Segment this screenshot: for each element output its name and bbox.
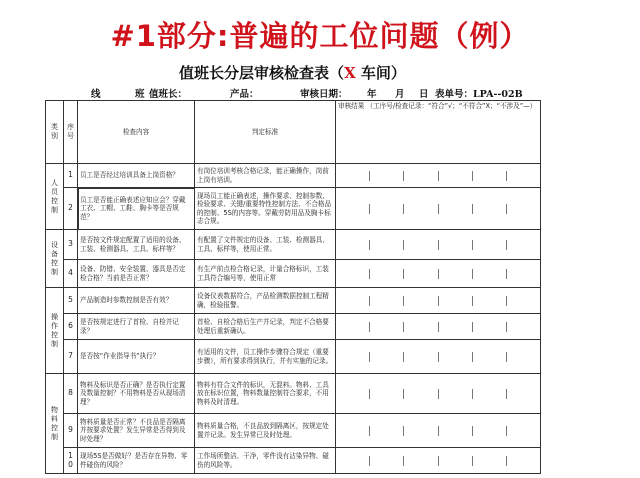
table-row	[46, 448, 541, 474]
month-label: 月	[395, 89, 405, 100]
table-header-row	[46, 101, 541, 164]
table-row	[46, 188, 541, 230]
form-title-pre: 值班长分层审核检查表（	[179, 64, 345, 82]
content-cell: 设备、防错、安全装置、器具是否定检合格？当前是否正常？	[78, 260, 195, 288]
table-row	[46, 230, 541, 260]
seq-cell: 4	[64, 260, 78, 288]
form-number: 表单号：LPA--02B	[435, 89, 523, 100]
content-cell: 是否按规定进行了首检、自检并记录？	[78, 314, 195, 340]
table-row	[46, 260, 541, 288]
result-cell[interactable]	[336, 288, 541, 314]
result-cell[interactable]	[336, 414, 541, 448]
standard-cell: 物料质量合格，不良品放到隔离区，按规定处置并记录。发生异常已及时处理。	[195, 414, 336, 448]
standard-cell: 工作场所整洁、干净，零件没有沾染异物、碰伤的风险等。	[195, 448, 336, 474]
day-label: 日	[419, 89, 429, 100]
content-cell: 员工是否能正确表述应知应会？穿戴工衣、工帽、工鞋、胸卡等是否规范？	[78, 188, 195, 230]
content-cell: 物料及标识是否正确？是否执行定置及数量控制？不用物料是否从现场清理？	[78, 374, 195, 414]
table-row	[46, 288, 541, 314]
standard-cell: 有适用的文件，员工操作步骤符合规定（重要步骤），所有要求得到执行，并有实施的记录。	[195, 340, 336, 374]
seq-cell: 8	[64, 374, 78, 414]
slide-title: #1部分:普遍的工位问题（例）	[110, 19, 530, 53]
form-title-post: 车间）	[355, 64, 406, 82]
checklist-table	[45, 100, 541, 474]
seq-cell: 1	[64, 164, 78, 188]
content-cell: 产品制造时参数控制是否有效？	[78, 288, 195, 314]
table-row	[46, 314, 541, 340]
content-cell: 现场5S是否做好？是否存在异物、零件碰伤的风险？	[78, 448, 195, 474]
result-cell[interactable]	[336, 164, 541, 188]
line-label: 线	[91, 89, 101, 100]
standard-cell: 有生产前点检合格记录，计量合格标识，工装工具符合编号等，使用正常	[195, 260, 336, 288]
seq-cell: 5	[64, 288, 78, 314]
product-label: 产品：	[230, 89, 259, 100]
category-cell: 人员控制	[46, 164, 64, 230]
header-seq: 序号	[64, 101, 78, 164]
result-cell[interactable]	[336, 230, 541, 260]
header-category: 类别	[46, 101, 64, 164]
form-header-line	[45, 84, 540, 100]
standard-cell: 首检、自检合格后生产并记录，判定不合格要处理后重新确认。	[195, 314, 336, 340]
content-cell: 是否按文件规定配置了适用的设备、工装、检测器具、工具、标样等？	[78, 230, 195, 260]
result-cell[interactable]	[336, 340, 541, 374]
year-label: 年	[367, 89, 377, 100]
form-title	[45, 62, 540, 84]
seq-cell: 10	[64, 448, 78, 474]
seq-cell: 9	[64, 414, 78, 448]
category-cell: 操作控制	[46, 288, 64, 374]
workshop-placeholder: X	[344, 64, 356, 82]
category-cell: 设备控制	[46, 230, 64, 288]
result-cell[interactable]	[336, 374, 541, 414]
content-cell: 物料质量是否正常？不良品是否隔离并按要求处置？发生异常是否得到及时处理？	[78, 414, 195, 448]
header-result: 审核结果 （工序号/检查记录：“符合”√；“不符合”X；“不涉及”—）	[336, 101, 541, 164]
result-cell[interactable]	[336, 260, 541, 288]
result-cell[interactable]	[336, 448, 541, 474]
shift-leader-label: 值班长：	[149, 89, 188, 100]
seq-cell: 2	[64, 188, 78, 230]
table-row	[46, 164, 541, 188]
standard-cell: 设备仪表数据符合，产品检测数据控制工程精确，检验报警。	[195, 288, 336, 314]
shift-label: 班	[135, 89, 145, 100]
result-cell[interactable]	[336, 188, 541, 230]
category-cell: 物料控制	[46, 374, 64, 474]
content-cell: 员工是否经过培训具备上岗资格？	[78, 164, 195, 188]
seq-cell: 6	[64, 314, 78, 340]
standard-cell: 现场员工能正确表述，操作要求、控制参数、检验要求、关键/重要特性控制方法、不合格品的控制、5S的内容等。穿戴劳防用品及胸卡标志合规。	[195, 188, 336, 230]
table-row	[46, 414, 541, 448]
result-cell[interactable]	[336, 314, 541, 340]
table-row	[46, 340, 541, 374]
audit-form	[45, 62, 540, 474]
header-content: 检查内容	[78, 101, 195, 164]
standard-cell: 物料有符合文件的标识，无混料。物料、工具放在标识位置，物料数量控制符合要求，不用物料及时清理。	[195, 374, 336, 414]
standard-cell: 有岗位培训考核合格记录，能正确操作，岗前上岗有培训。	[195, 164, 336, 188]
audit-date-label: 审核日期：	[300, 89, 348, 100]
header-standard: 判定标准	[195, 101, 336, 164]
table-row	[46, 374, 541, 414]
content-cell: 是否按“作业指导书”执行？	[78, 340, 195, 374]
standard-cell: 有配置了文件规定的设备、工装、检测器具、工具、标样等，使用正常。	[195, 230, 336, 260]
seq-cell: 3	[64, 230, 78, 260]
seq-cell: 7	[64, 340, 78, 374]
